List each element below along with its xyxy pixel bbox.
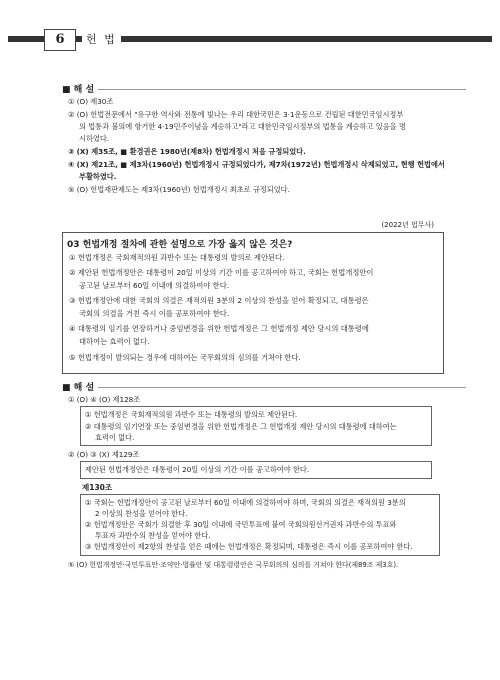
question-option: ④ 대통령의 임기를 연장하거나 중임변경을 위한 헌법개정은 그 헌법개정 제안 당시의 대통령에 [69,324,369,333]
question-option: 국회의 의결을 거친 즉시 이를 공포하여야 한다. [79,309,230,318]
box-line: 효력이 없다. [95,433,135,442]
box-line: ② 대통령의 임기연장 또는 중임변경을 위한 헌법개정은 그 헌법개정 제안 당시의 대통령에 대하여는 [85,422,397,431]
answer-line: ⑤ (O) 헌법재판제도는 제3차(1960년) 헌법개정시 최초로 규정되었다. [68,185,290,194]
box-line: ① 국회는 헌법개정안이 공고된 날로부터 60일 이내에 의결하여야 하며, 국회의 의결은 재적의원 3분의 [85,498,406,507]
question-option: 대하여는 효력이 없다. [79,337,150,346]
question-option: ⑤ 헌법개정이 발의되는 경우에 대하여는 국무회의의 심의를 거쳐야 한다. [69,353,301,362]
box-line: ① 헌법개정은 국회재적의원 과반수 또는 대통령의 발의로 제안된다. [85,410,298,419]
box-line: 2 이상의 찬성을 얻어야 한다. [95,509,188,518]
answer-line: ⑤ (O) 헌법개정안·국민투표안·조약안·법률안 및 대통령령안은 국무회의의 심의를 거쳐야 한다(제89조 제3호). [68,561,399,569]
answer-line: ① (O) 제30조 [68,97,114,106]
answer-line: ② (O) ③ (X) 제129조 [68,450,140,459]
question-option: ② 제안된 헌법개정안은 대통령이 20일 이상의 기간 이를 공고하여야 하고, 국회는 헌법개정안이 [69,268,374,277]
page-title: 헌 법 [82,31,121,47]
article-box [80,461,432,479]
box-line: ③ 헌법개정안이 제2항의 찬성을 얻은 때에는 헌법개정은 확정되며, 대통령은 즉시 이를 공포하여야 한다. [85,542,413,551]
article-label: 제130조 [82,483,113,492]
section-heading: ■ 해 설 [62,380,466,393]
box-line: 투표자 과반수의 찬성을 얻어야 한다. [95,531,211,540]
answer-line: ④ (X) 제21조, ■ 제3차(1960년) 헌법개정시 규정되었다가, 제7차(1972년) 헌법개정시 삭제되었고, 현행 헌법에서 [68,160,445,169]
article-box [80,494,440,556]
box-line: ② 헌법개정안은 국회가 의결한 후 30일 이내에 국민투표에 붙여 국회의원선거권자 과반수의 투표와 [85,520,397,529]
article-box [80,406,432,446]
answer-line: ③ (X) 제35조, ■ 환경권은 1980년(제8차) 헌법개정시 처음 규정되었다. [68,147,306,156]
question-title: 03 헌법개정 절차에 관한 설명으로 가장 옳지 않은 것은? [67,240,293,250]
answer-line: 의 법통과 불의에 항거한 4·19민주이념을 계승하고"라고 대한민국임시정부의 법통을 계승하고 있음을 명 [79,122,406,131]
answer-line: ② (O) 헌법전문에서 "유구한 역사와 전통에 빛나는 우리 대한국민은 3·1운동으로 건립된 대한민국임시정부 [68,110,404,119]
section-heading: ■ 해 설 [62,82,466,95]
question-option: ① 헌법개정은 국회재적의원 과반수 또는 대통령의 발의로 제안된다. [69,253,285,262]
question-option: ③ 헌법개정안에 대한 국회의 의결은 재적의원 3분의 2 이상의 찬성을 얻어 확정되고, 대통령은 [69,296,369,305]
answer-line: ① (O) ④ (O) 제128조 [68,395,141,404]
question-option: 공고된 날로부터 60일 이내에 의결하여야 한다. [79,281,230,290]
header-bar [8,36,492,42]
year-tag: (2022년 법무사) [381,221,434,229]
answer-line: 부활하였다. [79,172,117,181]
question-box [62,232,444,374]
page-number: 6 [44,29,76,51]
box-line: 제안된 헌법개정안은 대통령이 20일 이상의 기간 이를 공고하여야 한다. [85,465,310,474]
answer-line: 시하였다. [79,134,110,143]
